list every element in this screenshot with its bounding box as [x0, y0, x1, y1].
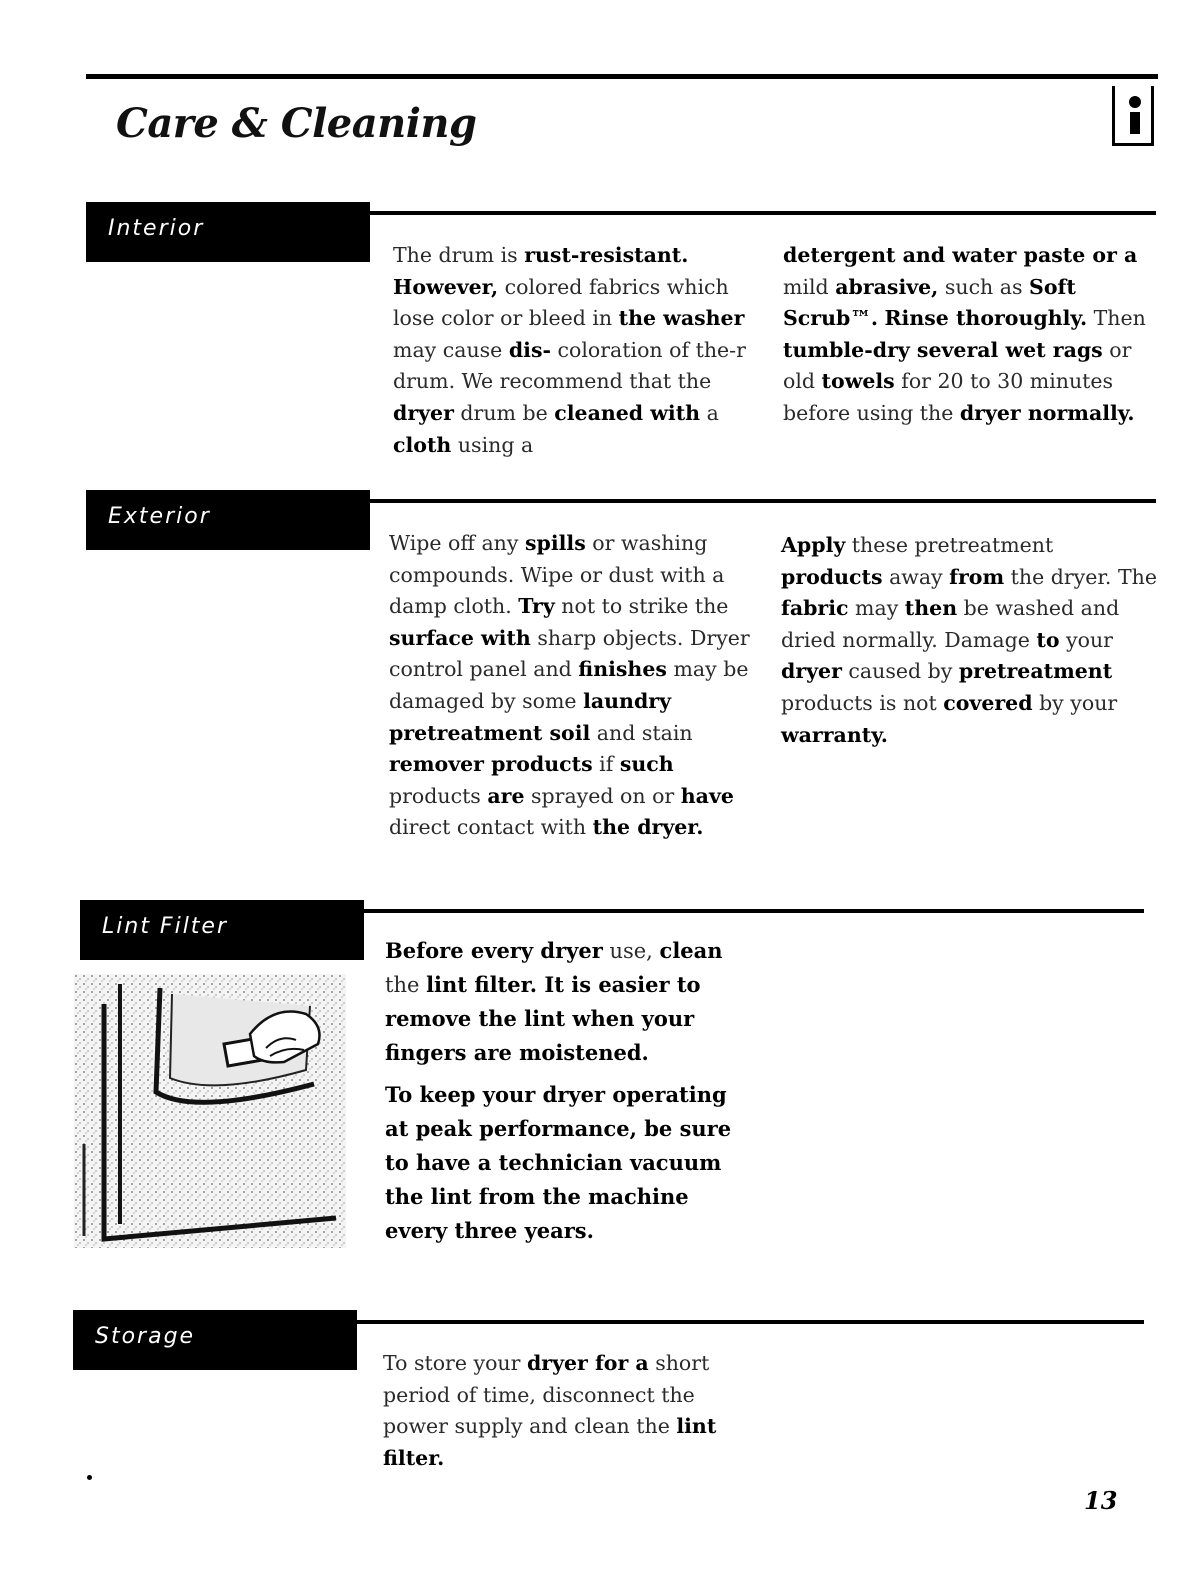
- bold-text-run: from: [949, 564, 1005, 589]
- section-rule-lint-filter: [364, 909, 1144, 913]
- bold-text-run: To keep your dryer operating at peak performance, be sure to have a technician vacuum the lint from the machine every three years.: [385, 1082, 732, 1243]
- text-run: coloration of the-r drum. We recommend that the: [393, 337, 746, 394]
- text-run: sprayed on or: [524, 783, 681, 808]
- text-run: drum be: [453, 400, 555, 425]
- text-run: short period of time, disconnect the power supply and clean the: [383, 1351, 710, 1439]
- section-label-interior: Interior: [86, 202, 370, 262]
- bold-text-run: surface with: [389, 625, 531, 650]
- text-run: products: [389, 783, 488, 808]
- text-run: To store your: [383, 1351, 527, 1375]
- exterior-paragraph-right: [781, 530, 1159, 751]
- bold-text-run: have: [680, 783, 734, 808]
- bold-text-run: rust-resistant. However,: [393, 243, 689, 299]
- bold-text-run: Try: [518, 594, 555, 619]
- text-run: the dryer. The: [1004, 564, 1157, 589]
- text-run: such as: [938, 274, 1030, 299]
- exterior-paragraph-left: [389, 528, 751, 844]
- info-icon-stem: [1130, 112, 1140, 134]
- bold-text-run: then: [904, 596, 958, 621]
- top-rule: [86, 74, 1158, 79]
- section-label-lint-filter: Lint Filter: [80, 900, 364, 960]
- bold-text-run: tumble-dry several wet rags: [783, 337, 1103, 362]
- bold-text-run: cleaned with: [554, 400, 701, 425]
- text-run: by your: [1032, 690, 1118, 715]
- section-label-storage: Storage: [73, 1310, 357, 1370]
- bold-text-run: lint filter.: [383, 1414, 717, 1470]
- section-rule-interior: [370, 211, 1156, 215]
- bold-text-run: dryer for a: [526, 1351, 649, 1375]
- bold-text-run: the dryer.: [592, 815, 704, 840]
- text-run: a: [700, 400, 719, 425]
- bold-text-run: detergent and water paste or a: [783, 243, 1138, 267]
- exterior-text-right: [781, 530, 1159, 751]
- bold-text-run: Apply: [781, 533, 846, 557]
- text-run: away: [882, 564, 950, 589]
- text-run: or old: [783, 337, 1132, 394]
- bold-text-run: Rinse thoroughly.: [884, 306, 1088, 331]
- text-run: caused by: [841, 659, 959, 684]
- text-run: sharp objects. Dryer control panel and: [389, 625, 750, 682]
- text-run: use,: [602, 939, 660, 963]
- bold-text-run: dryer: [393, 400, 454, 425]
- section-rule-storage: [357, 1320, 1144, 1324]
- text-run: The drum is: [393, 243, 525, 267]
- text-run: these pretreatment: [845, 533, 1054, 557]
- text-run: Wipe off any: [389, 531, 525, 555]
- stray-dot: [87, 1475, 92, 1480]
- bold-text-run: such: [619, 752, 674, 777]
- bold-text-run: covered: [943, 690, 1033, 715]
- bold-text-run: lint filter. It is easier to remove the lint when your fingers are moistened.: [385, 972, 701, 1065]
- text-run: products is not: [781, 690, 944, 715]
- bold-text-run: are: [487, 783, 525, 808]
- bold-text-run: clean: [659, 938, 723, 963]
- interior-paragraph-right: [783, 240, 1158, 430]
- lint-filter-paragraph-2: [385, 1078, 755, 1248]
- bold-text-run: Before every dryer: [385, 938, 603, 963]
- text-run: colored fabrics which lose color or bleed in: [393, 274, 729, 331]
- bold-text-run: abrasive,: [835, 274, 939, 299]
- lint-filter-text: [385, 934, 755, 1248]
- page-title: Care & Cleaning: [116, 100, 477, 147]
- text-run: may be damaged by some: [389, 657, 749, 713]
- bold-text-run: Soft Scrub™.: [783, 274, 1076, 331]
- lint-filter-illustration: [74, 974, 346, 1248]
- bold-text-run: finishes: [578, 657, 667, 682]
- bold-text-run: spills: [524, 531, 586, 555]
- bold-text-run: products: [781, 564, 883, 589]
- section-label-exterior: Exterior: [86, 490, 370, 550]
- interior-text-right: [783, 240, 1158, 430]
- info-icon-dot: [1129, 96, 1141, 108]
- bold-text-run: laundry pretreatment soil: [389, 688, 672, 745]
- text-run: not to strike the: [554, 594, 729, 619]
- text-run: or washing compounds. Wipe or dust with a damp cloth.: [389, 531, 725, 619]
- text-run: be washed and dried normally. Damage: [781, 596, 1120, 652]
- page-number: 13: [1084, 1486, 1118, 1515]
- bold-text-run: to: [1036, 627, 1060, 652]
- bold-text-run: dis-: [508, 337, 552, 362]
- text-run: direct contact with: [389, 815, 593, 840]
- interior-text-left: [393, 240, 765, 461]
- bold-text-run: fabric: [781, 596, 849, 621]
- info-icon: [1112, 86, 1154, 146]
- lint-filter-paragraph-1: [385, 934, 755, 1070]
- text-run: your: [1059, 627, 1113, 652]
- text-run: if: [592, 752, 620, 777]
- text-run: mild: [783, 274, 836, 299]
- text-run: using a: [451, 432, 534, 457]
- bold-text-run: dryer: [781, 659, 842, 684]
- text-run: for 20 to 30 minutes before using the: [783, 369, 1114, 425]
- bold-text-run: cloth: [393, 432, 452, 457]
- text-run: may cause: [393, 337, 509, 362]
- section-rule-exterior: [370, 499, 1156, 503]
- storage-text: [383, 1348, 745, 1474]
- bold-text-run: remover products: [389, 752, 593, 777]
- interior-paragraph-left: [393, 240, 765, 461]
- bold-text-run: dryer normally.: [959, 400, 1135, 425]
- storage-paragraph: [383, 1348, 745, 1474]
- bold-text-run: the washer: [618, 306, 745, 331]
- text-run: may: [848, 596, 905, 621]
- text-run: and stain: [590, 720, 693, 745]
- text-run: the: [385, 973, 427, 997]
- bold-text-run: warranty.: [781, 722, 888, 747]
- text-run: Then: [1087, 306, 1146, 331]
- bold-text-run: pretreatment: [958, 659, 1113, 684]
- bold-text-run: towels: [821, 369, 895, 394]
- exterior-text-left: [389, 528, 751, 844]
